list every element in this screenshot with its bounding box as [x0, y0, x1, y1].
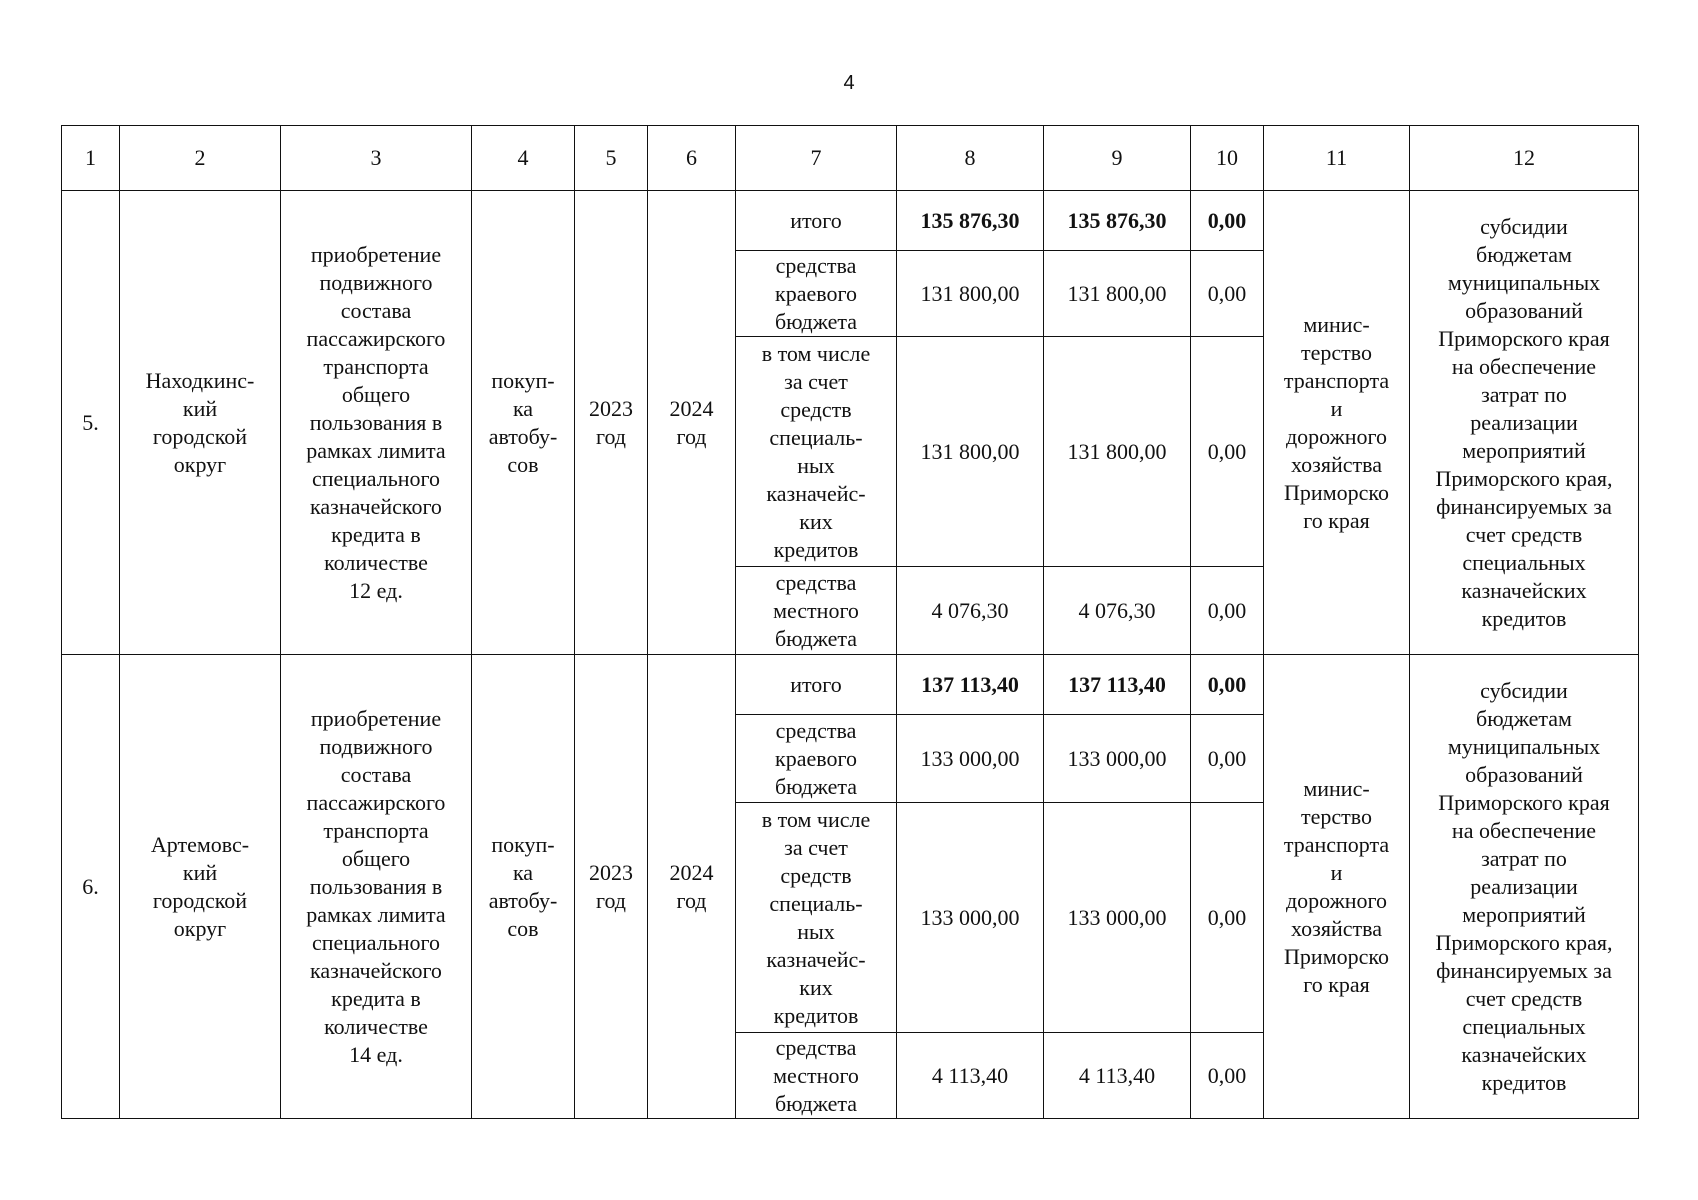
- start-year-cell: 2023 год: [575, 191, 648, 655]
- amount-cell: 133 000,00: [1044, 803, 1191, 1033]
- amount-cell: 0,00: [1191, 251, 1264, 337]
- column-number: 8: [897, 126, 1044, 191]
- amount-cell: 133 000,00: [897, 803, 1044, 1033]
- amount-cell: 0,00: [1191, 337, 1264, 567]
- municipality-cell: Артемовс- кий городской округ: [120, 655, 281, 1119]
- column-number: 2: [120, 126, 281, 191]
- amount-cell: 0,00: [1191, 655, 1264, 715]
- table-row: [62, 191, 1639, 251]
- purpose-cell: приобретение подвижного состава пассажирского транспорта общего пользования в рамках лимита специального казначейского кредита в количестве 12 ед.: [281, 191, 472, 655]
- municipality-cell: Находкинс- кий городской округ: [120, 191, 281, 655]
- amount-cell: 0,00: [1191, 803, 1264, 1033]
- funding-source-cell: средства краевого бюджета: [736, 715, 897, 803]
- amount-cell: 0,00: [1191, 1033, 1264, 1119]
- row-number: 6.: [62, 655, 120, 1119]
- amount-cell: 0,00: [1191, 567, 1264, 655]
- start-year-cell: 2023 год: [575, 655, 648, 1119]
- amount-cell: 131 800,00: [1044, 337, 1191, 567]
- executor-cell: минис- терство транспорта и дорожного хозяйства Приморско го края: [1264, 655, 1410, 1119]
- row-number: 5.: [62, 191, 120, 655]
- funding-source-cell: средства местного бюджета: [736, 567, 897, 655]
- amount-cell: 137 113,40: [897, 655, 1044, 715]
- amount-cell: 137 113,40: [1044, 655, 1191, 715]
- table-row: [62, 655, 1639, 715]
- amount-cell: 133 000,00: [1044, 715, 1191, 803]
- note-cell: субсидии бюджетам муниципальных образований Приморского края на обеспечение затрат по реализации мероприятий Приморского края, финансируемых за счет средств специальных казначейских кредитов: [1410, 655, 1639, 1119]
- funding-source-cell: средства местного бюджета: [736, 1033, 897, 1119]
- amount-cell: 133 000,00: [897, 715, 1044, 803]
- action-cell: покуп- ка автобу- сов: [472, 191, 575, 655]
- amount-cell: 4 076,30: [897, 567, 1044, 655]
- column-number: 10: [1191, 126, 1264, 191]
- amount-cell: 4 076,30: [1044, 567, 1191, 655]
- column-number: 5: [575, 126, 648, 191]
- column-number-row: [62, 126, 1639, 191]
- action-cell: покуп- ка автобу- сов: [472, 655, 575, 1119]
- amount-cell: 4 113,40: [897, 1033, 1044, 1119]
- column-number: 4: [472, 126, 575, 191]
- funding-source-cell: итого: [736, 191, 897, 251]
- page-number: 4: [843, 72, 855, 94]
- column-number: 3: [281, 126, 472, 191]
- column-number: 7: [736, 126, 897, 191]
- amount-cell: 131 800,00: [897, 337, 1044, 567]
- funding-source-cell: итого: [736, 655, 897, 715]
- column-number: 12: [1410, 126, 1639, 191]
- column-number: 6: [648, 126, 736, 191]
- amount-cell: 131 800,00: [1044, 251, 1191, 337]
- column-number: 9: [1044, 126, 1191, 191]
- amount-cell: 4 113,40: [1044, 1033, 1191, 1119]
- executor-cell: минис- терство транспорта и дорожного хозяйства Приморско го края: [1264, 191, 1410, 655]
- program-table: [61, 125, 1639, 1119]
- end-year-cell: 2024 год: [648, 191, 736, 655]
- end-year-cell: 2024 год: [648, 655, 736, 1119]
- column-number: 11: [1264, 126, 1410, 191]
- funding-source-cell: средства краевого бюджета: [736, 251, 897, 337]
- amount-cell: 135 876,30: [1044, 191, 1191, 251]
- funding-source-cell: в том числе за счет средств специаль- ных казначейс- ких кредитов: [736, 337, 897, 567]
- amount-cell: 135 876,30: [897, 191, 1044, 251]
- note-cell: субсидии бюджетам муниципальных образований Приморского края на обеспечение затрат по реализации мероприятий Приморского края, финансируемых за счет средств специальных казначейских кредитов: [1410, 191, 1639, 655]
- amount-cell: 0,00: [1191, 715, 1264, 803]
- amount-cell: 0,00: [1191, 191, 1264, 251]
- funding-source-cell: в том числе за счет средств специаль- ных казначейс- ких кредитов: [736, 803, 897, 1033]
- purpose-cell: приобретение подвижного состава пассажирского транспорта общего пользования в рамках лимита специального казначейского кредита в количестве 14 ед.: [281, 655, 472, 1119]
- column-number: 1: [62, 126, 120, 191]
- amount-cell: 131 800,00: [897, 251, 1044, 337]
